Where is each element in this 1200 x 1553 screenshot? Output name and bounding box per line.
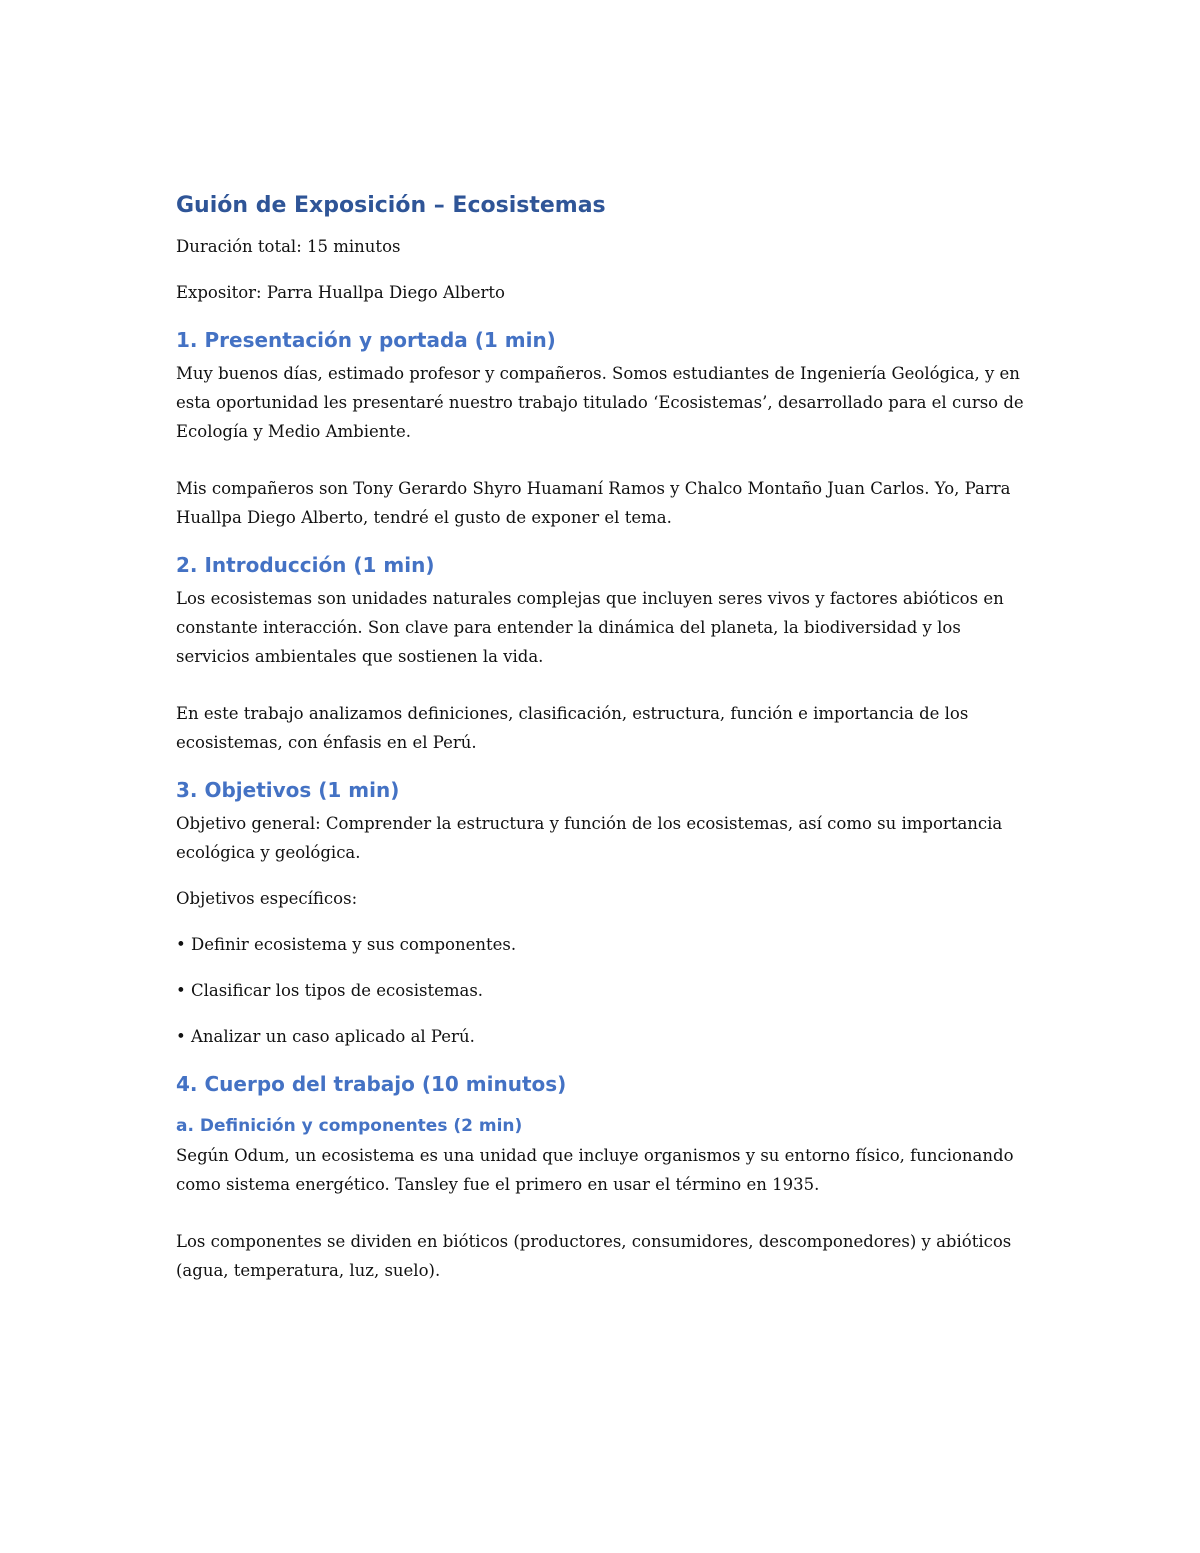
- duration-text: Duración total: 15 minutos: [176, 237, 401, 256]
- paragraph-spacer: [176, 671, 1026, 699]
- presenter-text: Expositor: Parra Huallpa Diego Alberto: [176, 283, 505, 302]
- subsection-definition-paragraph-1: Según Odum, un ecosistema es una unidad que incluye organismos y su entorno físico, funcionando como sistema energético. Tansley fue el primero en usar el término en 1935.: [176, 1146, 1014, 1194]
- section-heading-body: 4. Cuerpo del trabajo (10 minutos): [176, 1072, 567, 1096]
- section-introduction-paragraph-2: En este trabajo analizamos definiciones, clasificación, estructura, función e importancia de los ecosistemas, con énfasis en el Perú.: [176, 704, 969, 752]
- section-heading-objectives: 3. Objetivos (1 min): [176, 778, 400, 802]
- subsection-definition-paragraph-2: Los componentes se dividen en bióticos (productores, consumidores, descomponedores) y abióticos (agua, temperatura, luz, suelo).: [176, 1232, 1012, 1280]
- subsection-heading-definition: a. Definición y componentes (2 min): [176, 1116, 523, 1136]
- objective-general-text: Objetivo general: Comprender la estructura y función de los ecosistemas, así como su importancia ecológica y geológica.: [176, 814, 1003, 862]
- objective-bullet: • Clasificar los tipos de ecosistemas.: [176, 981, 484, 1000]
- paragraph-spacer: [176, 1199, 1026, 1227]
- section-presentation-paragraph-2: Mis compañeros son Tony Gerardo Shyro Huamaní Ramos y Chalco Montaño Juan Carlos. Yo, Parra Huallpa Diego Alberto, tendré el gusto de exponer el tema.: [176, 479, 1011, 527]
- section-presentation-paragraph-1: Muy buenos días, estimado profesor y compañeros. Somos estudiantes de Ingeniería Geológica, y en esta oportunidad les presentaré nuestro trabajo titulado ‘Ecosistemas’, desarrollado para el curso de Ecología y Medio Ambiente.: [176, 364, 1024, 441]
- paragraph-spacer: [176, 446, 1026, 474]
- section-heading-presentation: 1. Presentación y portada (1 min): [176, 328, 556, 352]
- section-introduction-paragraph-1: Los ecosistemas son unidades naturales complejas que incluyen seres vivos y factores abióticos en constante interacción. Son clave para entender la dinámica del planeta, la biodiversidad y los servicios ambientales que sostienen la vida.: [176, 589, 1004, 666]
- document-body: [176, 190, 1026, 1302]
- objective-bullet: • Definir ecosistema y sus componentes.: [176, 935, 517, 954]
- objective-bullet: • Analizar un caso aplicado al Perú.: [176, 1027, 475, 1046]
- objectives-specific-label: Objetivos específicos:: [176, 889, 358, 908]
- document-title: Guión de Exposición – Ecosistemas: [176, 193, 606, 218]
- section-heading-introduction: 2. Introducción (1 min): [176, 553, 435, 577]
